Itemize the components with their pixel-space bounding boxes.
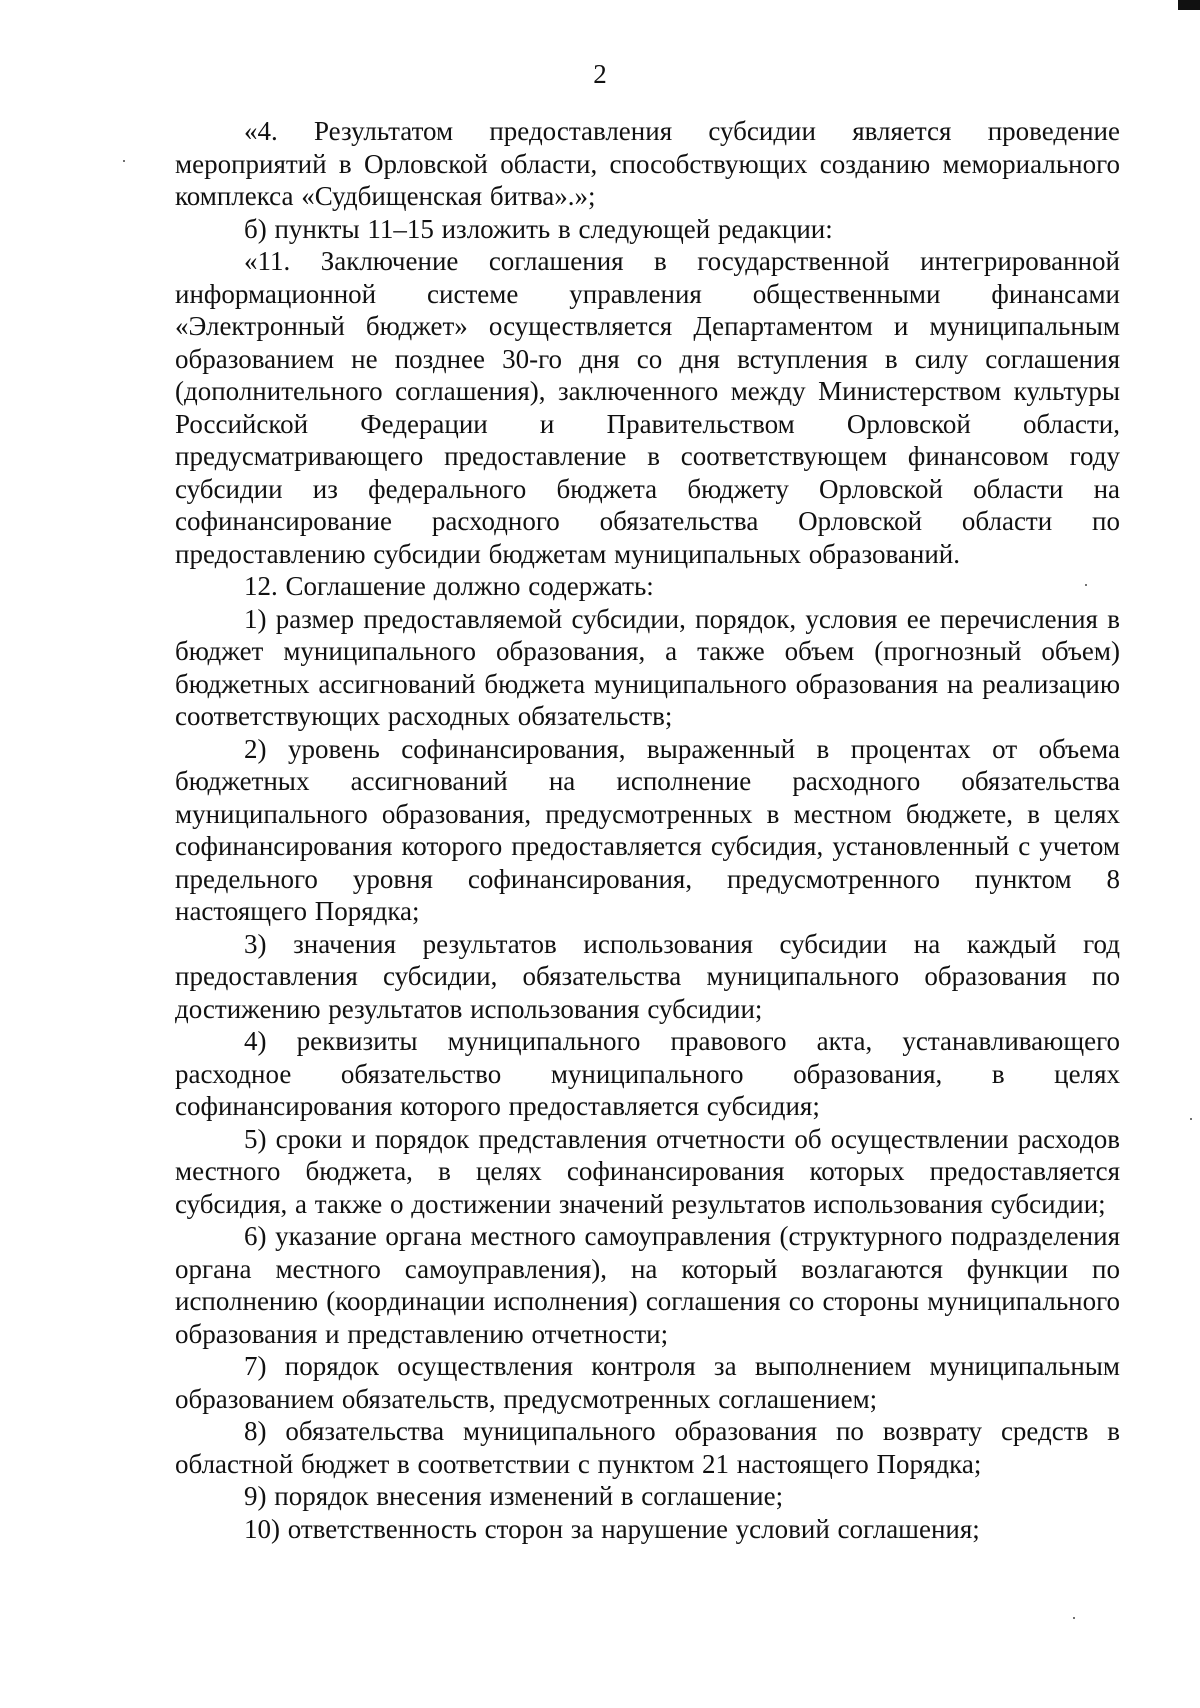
paragraph-amendment-items-11-15: б) пункты 11–15 изложить в следующей редакции: [244, 213, 833, 244]
paragraph-item-12-heading: 12. Соглашение должно содержать: [244, 571, 654, 601]
paragraph-subitem-1: 1) размер предоставляемой субсидии, порядок, условия ее перечисления в бюджет муниципального образования, а также объем (прогнозный объем) бюджетных ассигнований бюджета муниципального образования на реализацию соответствующих расходных обязательств; [175, 603, 1120, 731]
scan-corner-mark [1178, 0, 1200, 10]
paragraph-subitem-4: 4) реквизиты муниципального правового акта, устанавливающего расходное обязательство муниципального образования, в целях софинансирования которого предоставляется субсидия; [175, 1026, 1120, 1121]
paragraph-subitem-5: 5) сроки и порядок представления отчетности об осуществлении расходов местного бюджета, в целях софинансирования которых предоставляется субсидия, а также о достижении значений результатов использования субсидии; [175, 1123, 1120, 1219]
scan-speck [1190, 1118, 1192, 1120]
paragraph-subitem-2: 2) уровень софинансирования, выраженный в процентах от объема бюджетных ассигнований на исполнение расходного обязательства муниципального образования, предусмотренных в местном бюджете, в целях софинансирования которого предоставляется субсидия, установленный с учетом предельного уровня софинансирования, предусмотренного пунктом 8 настоящего Порядка; [175, 733, 1120, 926]
scan-speck [1085, 584, 1087, 586]
paragraph-subitem-9: 9) порядок внесения изменений в соглашение; [244, 1481, 784, 1511]
document-body [175, 115, 1120, 1545]
paragraph-item-4-result: «4. Результатом предоставления субсидии является проведение мероприятий в Орловской области, способствующих созданию мемориального комплекса «Судбищенская битва».»; [175, 116, 1120, 211]
paragraph-subitem-7: 7) порядок осуществления контроля за выполнением муниципальным образованием обязательств, предусмотренных соглашением; [175, 1351, 1120, 1414]
paragraph-subitem-3: 3) значения результатов использования субсидии на каждый год предоставления субсидии, обязательства муниципального образования по достижению результатов использования субсидии; [175, 928, 1120, 1024]
scan-speck [123, 160, 125, 162]
scan-speck [1073, 1617, 1075, 1619]
paragraph-subitem-6: 6) указание органа местного самоуправления (структурного подразделения органа местного самоуправления), на который возлагаются функции по исполнению (координации исполнения) соглашения со стороны муниципального образования и представлению отчетности; [175, 1221, 1120, 1349]
page-number: 2 [593, 59, 607, 89]
paragraph-item-11: «11. Заключение соглашения в государственной интегрированной информационной системе управления общественными финансами «Электронный бюджет» осуществляется Департаментом и муниципальным образованием не позднее 30-го дня со дня вступления в силу соглашения (дополнительного соглашения), заключенного между Министерством культуры Российской Федерации и Правительством Орловской области, предусматривающего предоставление в соответствующем финансовом году субсидии из федерального бюджета бюджету Орловской области на софинансирование расходного обязательства Орловской области по предоставлению субсидии бюджетам муниципальных образований. [175, 246, 1120, 569]
paragraph-subitem-8: 8) обязательства муниципального образования по возврату средств в областной бюджет в соответствии с пунктом 21 настоящего Порядка; [175, 1416, 1120, 1479]
paragraph-subitem-10: 10) ответственность сторон за нарушение условий соглашения; [244, 1513, 980, 1544]
